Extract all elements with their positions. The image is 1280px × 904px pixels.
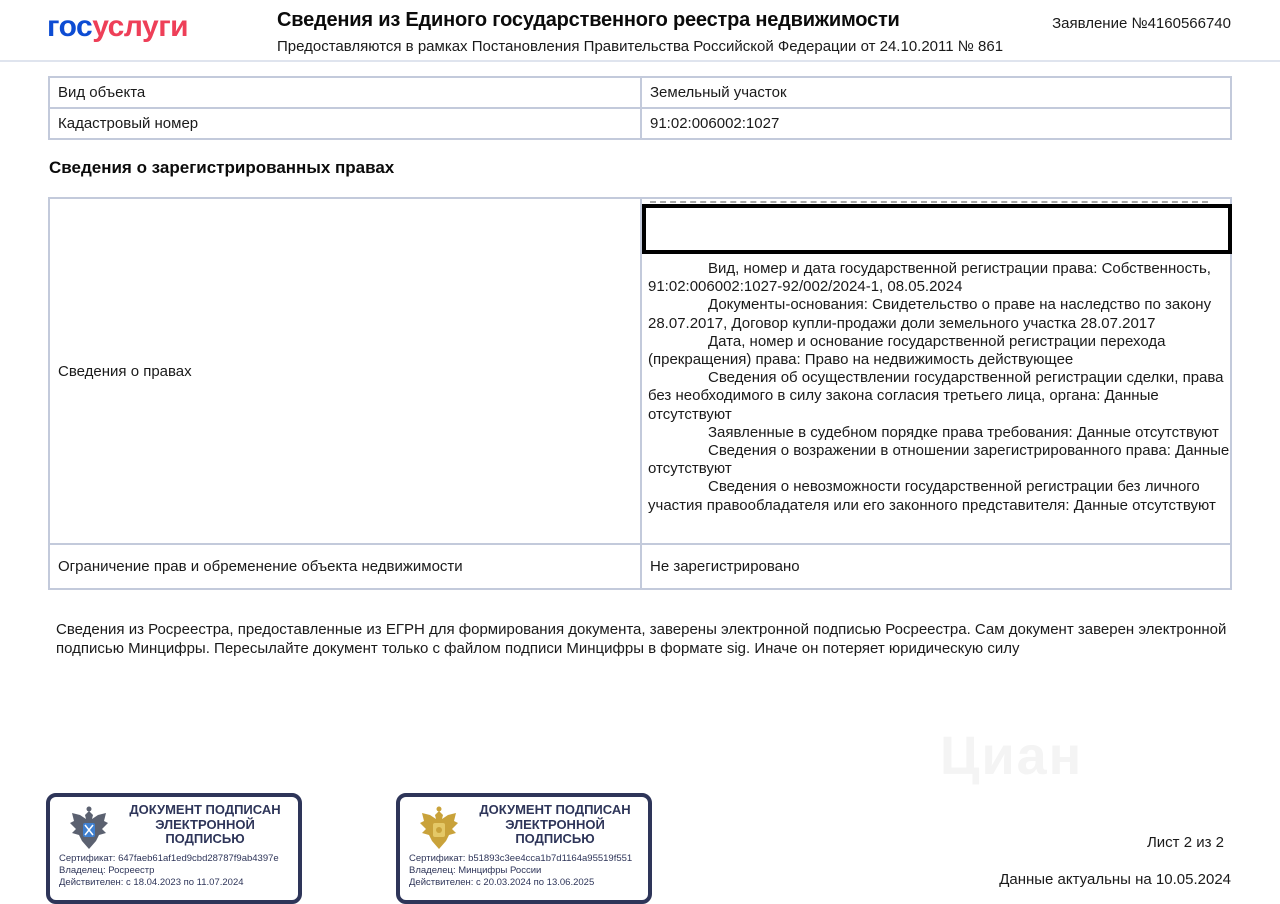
- stamp-certificate: Сертификат: 647faeb61af1ed9cbd28787f9ab4397e: [59, 853, 279, 864]
- stamp-meta: [409, 853, 632, 889]
- stamp-certificate: Сертификат: b51893c3ee4cca1b7d1164a95519f551: [409, 853, 633, 864]
- rosreestr-eagle-icon: [66, 805, 112, 853]
- object-type-value: Земельный участок: [641, 77, 1231, 108]
- cadastral-number-label: Кадастровый номер: [49, 108, 641, 139]
- data-actual-date: Данные актуальны на 10.05.2024: [999, 871, 1231, 888]
- rights-paragraph: Сведения об осуществлении государственной регистрации сделки, права без необходимого в силу закона согласия третьего лица, органа: Данные отсутствуют: [648, 369, 1224, 423]
- table-row: [49, 198, 1231, 544]
- object-type-label: Вид объекта: [49, 77, 641, 108]
- rights-paragraph: Дата, номер и основание государственной регистрации перехода (прекращения) права: Право на недвижимость действующее: [648, 332, 1166, 369]
- object-info-table: [48, 76, 1232, 140]
- rights-details-cell: [641, 198, 1231, 544]
- table-row: [49, 544, 1231, 589]
- stamp-validity: Действителен: с 18.04.2023 по 11.07.2024: [59, 877, 244, 888]
- stamp-meta: [59, 853, 279, 889]
- rights-paragraph: Сведения о невозможности государственной регистрации без личного участия правообладателя или его законного представителя: Данные отсутствуют: [648, 478, 1216, 514]
- rights-label: Сведения о правах: [49, 198, 641, 544]
- table-row: [49, 77, 1231, 108]
- signature-stamp-rosreestr: [46, 793, 302, 904]
- stamp-heading-line: ЭЛЕКТРОННОЙ: [505, 816, 605, 832]
- stamp-heading-line: ДОКУМЕНТ ПОДПИСАН: [479, 802, 631, 817]
- signature-notice: Сведения из Росреестра, предоставленные из ЕГРН для формирования документа, заверены электронной подписью Росреестра. Сам документ заверен электронной подписью Минцифры. Пересылайте документ только с файлом подписи Минцифры в формате sig. Иначе он потеряет юридическую силу: [56, 621, 1227, 657]
- redacted-block: [642, 204, 1232, 254]
- stamp-validity: Действителен: с 20.03.2024 по 13.06.2025: [409, 877, 595, 888]
- stamp-owner: Владелец: Минцифры России: [409, 865, 542, 876]
- sheet-number: Лист 2 из 2: [1146, 834, 1224, 851]
- document-header: [0, 0, 1280, 62]
- stamp-heading-line: ПОДПИСЬЮ: [165, 831, 245, 846]
- stamp-heading-line: ЭЛЕКТРОННОЙ: [155, 816, 255, 832]
- signature-stamp-mincifry: [396, 793, 652, 904]
- stamp-heading: [120, 803, 290, 847]
- stamp-heading-line: ДОКУМЕНТ ПОДПИСАН: [129, 802, 281, 817]
- table-row: [49, 108, 1231, 139]
- cadastral-number-value: 91:02:006002:1027: [641, 108, 1231, 139]
- logo-part-uslugi: услуги: [92, 10, 189, 43]
- stamp-heading: [470, 803, 640, 847]
- rights-table: [48, 197, 1232, 590]
- document-subtitle: Предоставляются в рамках Постановления Правительства Российской Федерации от 24.10.2011 № 861: [277, 38, 1004, 55]
- encumbrance-value: Не зарегистрировано: [641, 544, 1231, 589]
- document-title: Сведения из Единого государственного реестра недвижимости: [277, 9, 900, 31]
- rights-paragraph: Вид, номер и дата государственной регистрации права: Собственность, 91:02:006002:1027-92/002/2024-1, 08.05.2024: [648, 260, 1211, 296]
- rights-paragraph: Сведения о возражении в отношении зарегистрированного права: Данные отсутствуют: [648, 442, 1230, 478]
- rights-paragraph: Заявленные в судебном порядке права требования: Данные отсутствуют: [708, 423, 1219, 441]
- stamp-owner: Владелец: Росреестр: [59, 865, 155, 876]
- rights-paragraph: Документы-основания: Свидетельство о праве на наследство по закону 28.07.2017, Договор купли-продажи доли земельного участка 28.07.2017: [648, 296, 1212, 332]
- stamp-heading-line: ПОДПИСЬЮ: [515, 831, 595, 846]
- rights-section-title: Сведения о зарегистрированных правах: [49, 158, 395, 177]
- application-number: Заявление №4160566740: [1052, 15, 1231, 32]
- gosuslugi-logo[interactable]: [47, 9, 188, 45]
- logo-part-gos: гос: [47, 10, 93, 43]
- encumbrance-label: Ограничение прав и обременение объекта недвижимости: [49, 544, 641, 589]
- russia-coat-of-arms-icon: [416, 805, 462, 853]
- watermark: Циан: [940, 726, 1084, 786]
